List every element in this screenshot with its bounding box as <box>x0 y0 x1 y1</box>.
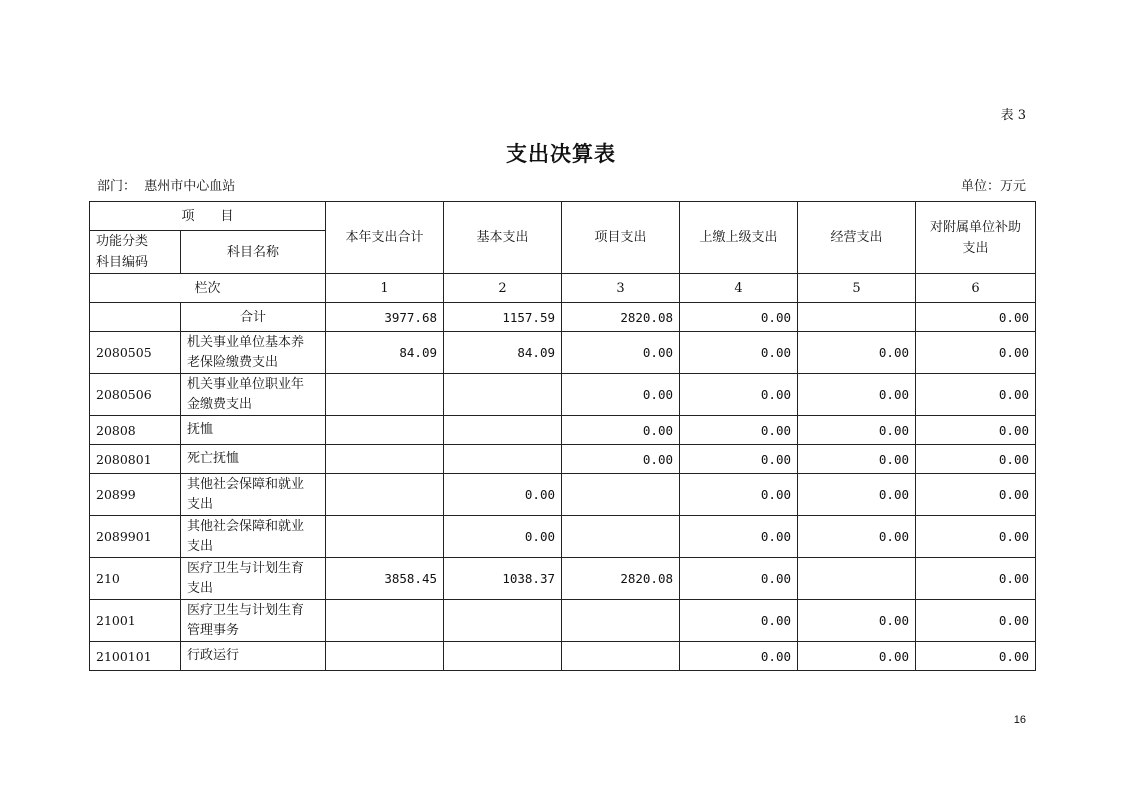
amount-cell: 0.00 <box>444 516 562 558</box>
page-number: 16 <box>1013 714 1026 726</box>
item-header: 项 目 <box>90 202 326 231</box>
empty-cell <box>90 303 181 332</box>
amount-cell <box>562 642 680 671</box>
amount-cell <box>562 474 680 516</box>
total-value: 3977.68 <box>326 303 444 332</box>
amount-cell <box>444 600 562 642</box>
amount-cell: 0.00 <box>562 445 680 474</box>
amount-cell: 84.09 <box>326 332 444 374</box>
amount-cell: 3858.45 <box>326 558 444 600</box>
amount-cell: 0.00 <box>916 558 1036 600</box>
amount-cell: 84.09 <box>444 332 562 374</box>
subject-name-cell: 医疗卫生与计划生育 管理事务 <box>181 600 326 642</box>
function-code-cell: 2100101 <box>90 642 181 671</box>
total-label: 合计 <box>181 303 326 332</box>
function-code-cell: 20808 <box>90 416 181 445</box>
amount-cell: 0.00 <box>680 516 798 558</box>
column-index: 5 <box>798 274 916 303</box>
amount-cell <box>444 416 562 445</box>
table-row <box>90 642 1036 671</box>
amount-cell: 0.00 <box>680 600 798 642</box>
amount-cell: 0.00 <box>916 516 1036 558</box>
total-value: 0.00 <box>916 303 1036 332</box>
column-index: 3 <box>562 274 680 303</box>
upper-header: 上缴上级支出 <box>680 202 798 274</box>
amount-cell: 0.00 <box>916 374 1036 416</box>
amount-cell <box>326 516 444 558</box>
total-value: 1157.59 <box>444 303 562 332</box>
subject-name-cell: 机关事业单位职业年 金缴费支出 <box>181 374 326 416</box>
column-index: 6 <box>916 274 1036 303</box>
total-value: 0.00 <box>680 303 798 332</box>
amount-cell <box>562 516 680 558</box>
amount-cell: 0.00 <box>680 374 798 416</box>
amount-cell: 0.00 <box>680 558 798 600</box>
table-number-label: 表 3 <box>1000 108 1026 123</box>
subject-name-cell: 其他社会保障和就业 支出 <box>181 516 326 558</box>
amount-cell <box>444 374 562 416</box>
subject-name-cell: 医疗卫生与计划生育 支出 <box>181 558 326 600</box>
table-row <box>90 516 1036 558</box>
table-row <box>90 600 1036 642</box>
column-index: 1 <box>326 274 444 303</box>
amount-cell <box>326 416 444 445</box>
amount-cell: 0.00 <box>798 374 916 416</box>
amount-cell: 0.00 <box>680 332 798 374</box>
total-value <box>798 303 916 332</box>
function-code-cell: 20899 <box>90 474 181 516</box>
amount-cell: 0.00 <box>916 332 1036 374</box>
function-code-cell: 2089901 <box>90 516 181 558</box>
amount-cell: 0.00 <box>680 445 798 474</box>
amount-cell: 0.00 <box>798 600 916 642</box>
function-code-cell: 2080506 <box>90 374 181 416</box>
amount-cell: 2820.08 <box>562 558 680 600</box>
total-row <box>90 303 1036 332</box>
amount-cell: 0.00 <box>798 445 916 474</box>
subsidy-header: 对附属单位补助 支出 <box>916 202 1036 274</box>
amount-cell <box>444 445 562 474</box>
func-code-header: 功能分类 科目编码 <box>90 231 181 274</box>
basic-header: 基本支出 <box>444 202 562 274</box>
department-label: 部门： 惠州市中心血站 <box>97 179 236 194</box>
amount-cell: 0.00 <box>916 416 1036 445</box>
amount-cell: 0.00 <box>562 374 680 416</box>
expenditure-table <box>89 201 1036 671</box>
function-code-cell: 21001 <box>90 600 181 642</box>
table-row <box>90 445 1036 474</box>
amount-cell: 0.00 <box>798 416 916 445</box>
amount-cell: 1038.37 <box>444 558 562 600</box>
table-row <box>90 332 1036 374</box>
project-header: 项目支出 <box>562 202 680 274</box>
amount-cell: 0.00 <box>798 642 916 671</box>
table-row <box>90 374 1036 416</box>
amount-cell <box>326 600 444 642</box>
function-code-cell: 2080801 <box>90 445 181 474</box>
page-title: 支出决算表 <box>506 142 616 166</box>
amount-cell: 0.00 <box>916 445 1036 474</box>
column-index: 4 <box>680 274 798 303</box>
amount-cell: 0.00 <box>798 474 916 516</box>
column-index: 2 <box>444 274 562 303</box>
amount-cell <box>326 474 444 516</box>
amount-cell <box>326 642 444 671</box>
subject-name-cell: 死亡抚恤 <box>181 445 326 474</box>
subject-name-cell: 行政运行 <box>181 642 326 671</box>
subject-name-cell: 机关事业单位基本养 老保险缴费支出 <box>181 332 326 374</box>
amount-cell: 0.00 <box>798 516 916 558</box>
total-header: 本年支出合计 <box>326 202 444 274</box>
subject-name-cell: 其他社会保障和就业 支出 <box>181 474 326 516</box>
amount-cell: 0.00 <box>916 600 1036 642</box>
column-index-label: 栏次 <box>90 274 326 303</box>
amount-cell <box>326 374 444 416</box>
amount-cell: 0.00 <box>798 332 916 374</box>
amount-cell <box>798 558 916 600</box>
function-code-cell: 2080505 <box>90 332 181 374</box>
table-row <box>90 558 1036 600</box>
subject-name-cell: 抚恤 <box>181 416 326 445</box>
table-row <box>90 416 1036 445</box>
amount-cell: 0.00 <box>916 474 1036 516</box>
amount-cell: 0.00 <box>444 474 562 516</box>
table-row <box>90 474 1036 516</box>
subject-name-header: 科目名称 <box>181 231 326 274</box>
amount-cell: 0.00 <box>916 642 1036 671</box>
amount-cell: 0.00 <box>680 474 798 516</box>
amount-cell <box>444 642 562 671</box>
amount-cell <box>562 600 680 642</box>
business-header: 经营支出 <box>798 202 916 274</box>
total-value: 2820.08 <box>562 303 680 332</box>
function-code-cell: 210 <box>90 558 181 600</box>
amount-cell: 0.00 <box>562 332 680 374</box>
amount-cell: 0.00 <box>680 642 798 671</box>
amount-cell: 0.00 <box>680 416 798 445</box>
amount-cell: 0.00 <box>562 416 680 445</box>
amount-cell <box>326 445 444 474</box>
unit-label: 单位：万元 <box>960 179 1026 194</box>
